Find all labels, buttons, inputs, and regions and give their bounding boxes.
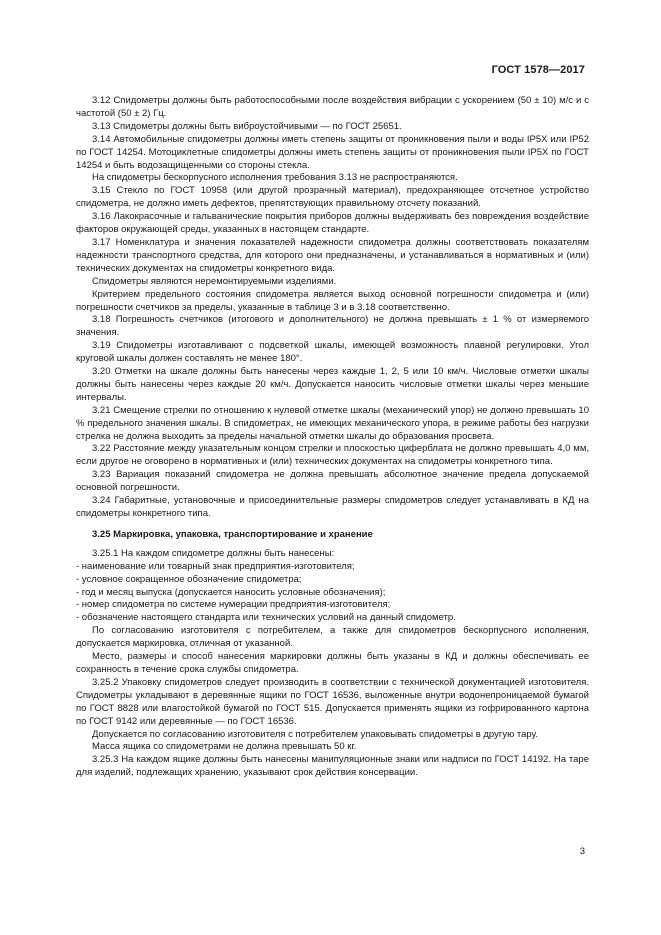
list-item: - год и месяц выпуска (допускается наносить условные обозначения);: [76, 586, 386, 598]
list-item: - обозначение настоящего стандарта или технических условий на данный спидометр.: [76, 612, 456, 624]
list-item: - условное сокращенное обозначение спидометра;: [76, 573, 302, 585]
paragraph-3-14-note: На спидометры бескорпусного исполнения требования 3.13 не распространяются.: [92, 172, 458, 184]
section-heading-3-25: 3.25 Маркировка, упаковка, транспортирование и хранение: [92, 528, 373, 540]
paragraph-3-25-3: 3.25.3 На каждом ящике должны быть нанесены манипуляционные знаки или надписи по ГОСТ 14192. На таре для изделий, подлежащих хранению, указывают срок действия консервации.: [76, 754, 589, 779]
list-item: - номер спидометра по системе нумерации предприятия-изготовителя;: [76, 599, 391, 611]
paragraph-3-17-non-repairable: Спидометры являются неремонтируемыми изделиями.: [92, 275, 337, 287]
paragraph-3-15: 3.15 Стекло по ГОСТ 10958 (или другой прозрачный материал), предохраняющее отсчетное устройство спидометра, не должно иметь дефектов, препятствующих правильному отсчету показаний.: [76, 185, 589, 210]
paragraph-3-22: 3.22 Расстояние между указательным концом стрелки и плоскостью циферблата не должно превышать 4,0 мм, если другое не оговорено в нормативных и (или) технических документах на спидометры конкретного типа.: [76, 443, 589, 468]
document-code-header: ГОСТ 1578—2017: [491, 64, 585, 76]
paragraph-3-24: 3.24 Габаритные, установочные и присоединительные размеры спидометров следует устанавливать в КД на спидометры конкретного типа.: [76, 495, 589, 519]
paragraph-marking-agreement: По согласованию изготовителя с потребителем, а также для спидометров бескорпусного исполнения, допускается маркировка, отличная от указанной.: [76, 625, 589, 650]
paragraph-3-25-2: 3.25.2 Упаковку спидометров следует производить в соответствии с технической документацией изготовителя. Спидометры укладывают в деревянные ящики по ГОСТ 16536, выложенные внутри водонепроницаемой бумагой по ГОСТ 8828 или влагостойкой бумагой по ГОСТ 515. Допускается применять ящики из гофрированного картона по ГОСТ 9142 или деревянные — по ГОСТ 16536.: [76, 676, 589, 727]
paragraph-3-18: 3.18 Погрешность счетчиков (итогового и дополнительного) не должна превышать ± 1 % от измеряемого значения.: [76, 314, 589, 339]
paragraph-3-17: 3.17 Номенклатура и значения показателей надежности спидометра должны соответствовать показателям надежности транспортного средства, для которого они предназначены, и устанавливаться в нормативных и (или) технических документах на спидометры конкретного вида.: [76, 236, 589, 274]
paragraph-other-packaging: Допускается по согласованию изготовителя с потребителем упаковывать спидометры в другую тару.: [92, 728, 538, 740]
paragraph-marking-place: Место, размеры и способ нанесения маркировки должны быть указаны в КД и должны обеспечивать ее сохранность в течение срока службы спидометра.: [76, 651, 589, 675]
paragraph-3-21: 3.21 Смещение стрелки по отношению к нулевой отметке шкалы (механический упор) не должно превышать 10 % предельного значения шкалы. В спидометрах, не имеющих механического упора, в режиме работы без нагрузки стрелка не должна выходить за пределы начальной отметки шкалы до образования просвета.: [76, 404, 589, 442]
paragraph-3-12: 3.12 Спидометры должны быть работоспособными после воздействия вибрации с ускорением (50 ± 10) м/с и с частотой (50 ± 2) Гц.: [76, 95, 589, 119]
paragraph-3-23: 3.23 Вариация показаний спидометра не должна превышать абсолютное значение предела допускаемой основной погрешности.: [76, 469, 589, 494]
paragraph-3-14: 3.14 Автомобильные спидометры должны иметь степень защиты от проникновения пыли и воды IP5X или IP52 по ГОСТ 14254. Мотоциклетные спидометры должны иметь степень защиты от проникновения пыли IP5X по ГОСТ 14254 и быть водозащищенными со стороны стекла.: [76, 133, 589, 171]
paragraph-3-20: 3.20 Отметки на шкале должны быть нанесены через каждые 1, 2, 5 или 10 км/ч. Числовые отметки шкалы должны быть нанесены через каждые 20 км/ч. Допускается наносить числовые отметки шкалы через меньшие интервалы.: [76, 366, 589, 403]
paragraph-3-17-criterion: Критерием предельного состояния спидометра является выход основной погрешности спидометра и (или) погрешности счетчиков за пределы, указанные в таблице 3 и в 3.18 соответственно.: [76, 288, 589, 313]
paragraph-3-19: 3.19 Спидометры изготавливают с подсветкой шкалы, имеющей возможность плавной регулировки. Угол круговой шкалы должен составлять не менее 180°.: [76, 340, 589, 365]
paragraph-3-16: 3.16 Лакокрасочные и гальванические покрытия приборов должны выдерживать без повреждения воздействие факторов окружающей среды, указанных в настоящем стандарте.: [76, 211, 589, 236]
paragraph-box-mass: Масса ящика со спидометрами не должна превышать 50 кг.: [92, 741, 357, 753]
paragraph-3-25-1: 3.25.1 На каждом спидометре должны быть нанесены:: [92, 547, 335, 559]
list-item: - наименование или товарный знак предприятия-изготовителя;: [76, 560, 355, 572]
document-body: [76, 95, 589, 780]
paragraph-3-13: 3.13 Спидометры должны быть виброустойчивыми — по ГОСТ 25651.: [92, 120, 402, 132]
page-number: 3: [579, 846, 585, 857]
